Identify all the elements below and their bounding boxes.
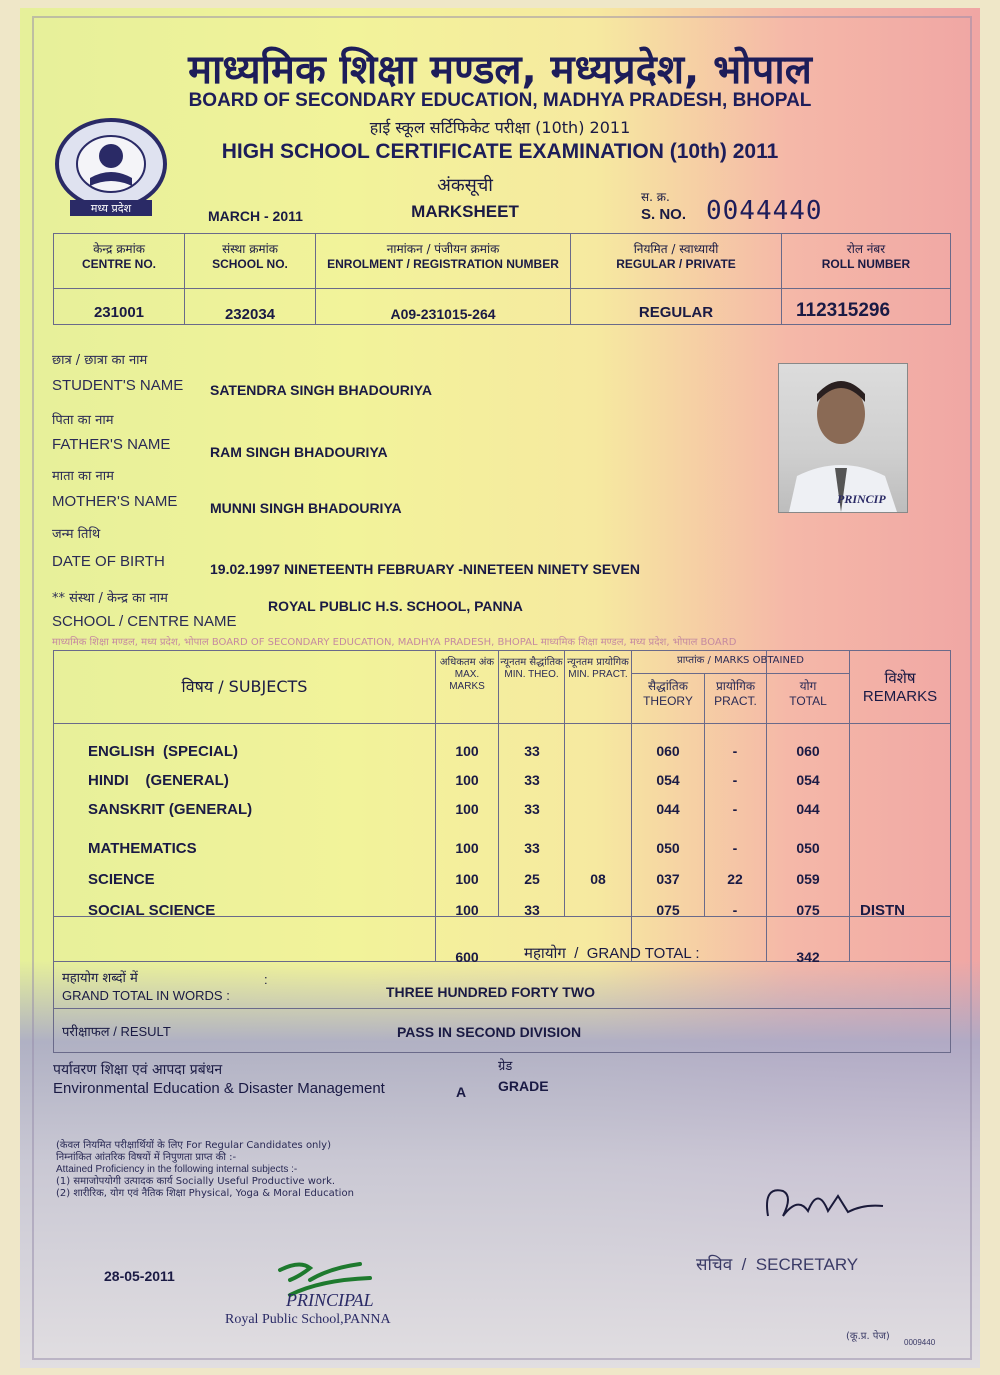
centre-number: 231001 [93,304,145,321]
marksheet [20,8,980,1368]
remarks-header: विशेष REMARKS [862,669,938,705]
board-name-hindi: माध्यमिक शिक्षा मण्डल, मध्यप्रदेश, भोपाल [188,47,812,93]
marks-theory: 044 [656,801,680,817]
footnote-5: (2) शारीरिक, योग एवं नैतिक शिक्षा Physical, Yoga & Moral Education [56,1188,354,1199]
subject-name: SOCIAL SCIENCE [88,902,216,919]
subject-name: SANSKRIT (GENERAL) [88,801,253,818]
board-name-english: BOARD OF SECONDARY EDUCATION, MADHYA PRADESH, BHOPAL [188,90,812,111]
marks-theory: 054 [656,772,680,788]
env-edu-grade: A [456,1084,467,1100]
issue-date: 28-05-2011 [104,1268,175,1284]
env-edu-label: Environmental Education & Disaster Management [53,1080,385,1097]
footnote-2: निम्नांकित आंतरिक विषयों में निपुणता प्राप्त की :- [56,1152,237,1163]
marks-total: 075 [796,902,820,918]
marksheet-title-hindi: अंकसूची [437,175,493,196]
father-name: RAM SINGH BHADOURIYA [210,444,388,460]
marks-max: 100 [455,772,479,788]
marks-min-theo: 33 [524,801,540,817]
marksheet-title: MARKSHEET [411,202,519,221]
school-label: SCHOOL NO. [212,257,288,271]
serial-label: S. NO. [641,206,687,223]
exam-name-hindi: हाई स्कूल सर्टिफिकेट परीक्षा (10th) 2011 [369,118,631,137]
words-colon: : [264,972,268,987]
marks-pract: - [732,902,738,918]
marks-max: 100 [455,840,479,856]
marks-pract: - [732,801,738,817]
emblem-text: मध्य प्रदेश [90,202,132,215]
footnote-4: (1) समाजोपयोगी उत्पादक कार्य Socially Useful Productive work. [56,1176,336,1187]
enrolment-number: A09-231015-264 [390,306,496,322]
secretary-label: सचिव / SECRETARY [696,1255,859,1275]
grand-total-value: 342 [796,949,820,965]
marks-theory: 075 [656,902,680,918]
student-name: SATENDRA SINGH BHADOURIYA [210,382,432,398]
min-theory-header: न्यूनतम सैद्धांतिक MIN. THEO. [500,657,563,680]
father-name-label-hindi: पिता का नाम [52,413,114,428]
exam-name-english: HIGH SCHOOL CERTIFICATE EXAMINATION (10th) 2011 [221,140,779,163]
min-practical-header: न्यूनतम प्रायोगिक MIN. PRACT. [567,657,629,680]
marks-total: 060 [796,743,820,759]
max-marks-header: अधिकतम अंक MAX. MARKS [439,657,495,692]
marks-obtained-header: प्राप्तांक / MARKS OBTAINED [677,655,804,666]
print-code: (कू.प्र. पेज) [846,1331,890,1342]
centre-label: CENTRE NO. [81,257,156,271]
dob-label-hindi: जन्म तिथि [52,527,101,542]
subjects-header: विषय / SUBJECTS [181,677,308,696]
student-name-label-hindi: छात्र / छात्रा का नाम [52,353,148,368]
marks-total: 044 [796,801,820,817]
marks-min-theo: 33 [524,772,540,788]
grand-total-words: THREE HUNDRED FORTY TWO [386,984,595,1000]
marks-total: 050 [796,840,820,856]
registration-table [53,233,951,325]
remarks-value: DISTN [860,902,905,919]
regular-label: REGULAR / PRIVATE [616,257,736,271]
footnote-1: (केवल नियमित परीक्षार्थियों के लिए For Regular Candidates only) [56,1140,331,1151]
school-name-label-hindi: ** संस्था / केन्द्र का नाम [52,591,168,606]
grand-max-total: 600 [455,949,479,965]
subject-name: MATHEMATICS [88,840,197,857]
marks-pract: - [732,840,738,856]
grand-total-words-row [53,960,951,1009]
marks-min-theo: 33 [524,840,540,856]
enrolment-label: ENROLMENT / REGISTRATION NUMBER [327,257,559,271]
grade-label: GRADE [498,1078,549,1094]
principal-stamp-title: PRINCIPAL [286,1290,374,1310]
result-value: PASS IN SECOND DIVISION [397,1024,582,1040]
marks-theory: 050 [656,840,680,856]
serial-number: 0044440 [706,196,823,226]
marks-pract: - [732,743,738,759]
total-header: योग TOTAL [789,679,827,708]
words-label: GRAND TOTAL IN WORDS : [62,988,230,1003]
school-label-hindi: संस्था क्रमांक [222,242,278,256]
marks-max: 100 [455,801,479,817]
board-emblem-icon [50,116,172,218]
father-name-label: FATHER'S NAME [52,436,171,453]
mother-name-label: MOTHER'S NAME [52,493,178,510]
marks-max: 100 [455,871,479,887]
footnotes [56,1140,516,1200]
centre-label-hindi: केन्द्र क्रमांक [93,242,145,256]
print-serial: 0009440 [904,1338,936,1347]
marks-pract: - [732,772,738,788]
serial-label-hindi: स. क्र. [641,190,670,204]
result-row [53,1008,951,1053]
theory-header: सैद्धांतिक THEORY [643,679,693,708]
practical-header: प्रायोगिक PRACT. [714,679,757,708]
marks-theory: 037 [656,871,680,887]
photo-stamp-text: PRINCIP [837,492,886,506]
secretary-signature-icon [758,1176,888,1236]
mother-name-label-hindi: माता का नाम [52,469,114,484]
marks-table [53,650,951,965]
regular-label-hindi: नियमित / स्वाध्यायी [633,242,719,256]
school-name: ROYAL PUBLIC H.S. SCHOOL, PANNA [268,598,523,614]
subject-name: HINDI (GENERAL) [88,772,229,789]
result-label: परीक्षाफल / RESULT [62,1024,171,1040]
marks-max: 100 [455,902,479,918]
exam-month: MARCH - 2011 [208,208,303,224]
principal-stamp-school: Royal Public School,PANNA [225,1312,391,1327]
dob-label: DATE OF BIRTH [52,553,165,570]
roll-label-hindi: रोल नंबर [846,242,886,256]
watermark-strip: माध्यमिक शिक्षा मण्डल, मध्य प्रदेश, भोपाल BOARD OF SECONDARY EDUCATION, MADHYA PRADESH, BHOPAL माध्यमिक शिक्षा मण्डल, मध्य प्रदेश, भोपाल BOARD [52,637,737,648]
grade-label-hindi: ग्रेड [498,1059,513,1074]
school-name-label: SCHOOL / CENTRE NAME [52,613,237,630]
footnote-3: Attained Proficiency in the following internal subjects :- [56,1164,298,1175]
marks-min-theo: 33 [524,902,540,918]
marks-total: 054 [796,772,820,788]
date-of-birth: 19.02.1997 NINETEENTH FEBRUARY -NINETEEN NINETY SEVEN [210,561,640,577]
student-name-label: STUDENT'S NAME [52,377,184,394]
marks-min-pract: 08 [590,871,606,887]
marks-min-theo: 33 [524,743,540,759]
school-number: 232034 [224,306,276,323]
roll-number: 112315296 [796,300,891,321]
marks-min-theo: 25 [524,871,540,887]
enrolment-label-hindi: नामांकन / पंजीयन क्रमांक [386,242,500,256]
mother-name: MUNNI SINGH BHADOURIYA [210,500,402,516]
marks-max: 100 [455,743,479,759]
regular-private-value: REGULAR [638,304,714,321]
marks-total: 059 [796,871,820,887]
marks-pract: 22 [727,871,743,887]
subject-name: ENGLISH (SPECIAL) [88,743,239,760]
env-edu-label-hindi: पर्यावरण शिक्षा एवं आपदा प्रबंधन [53,1062,223,1078]
roll-label: ROLL NUMBER [821,257,911,271]
subject-name: SCIENCE [88,871,155,888]
words-label-hindi: महायोग शब्दों में [62,971,138,986]
student-photo [778,363,908,513]
marks-theory: 060 [656,743,680,759]
grand-total-label: महायोग / GRAND TOTAL : [524,944,700,962]
